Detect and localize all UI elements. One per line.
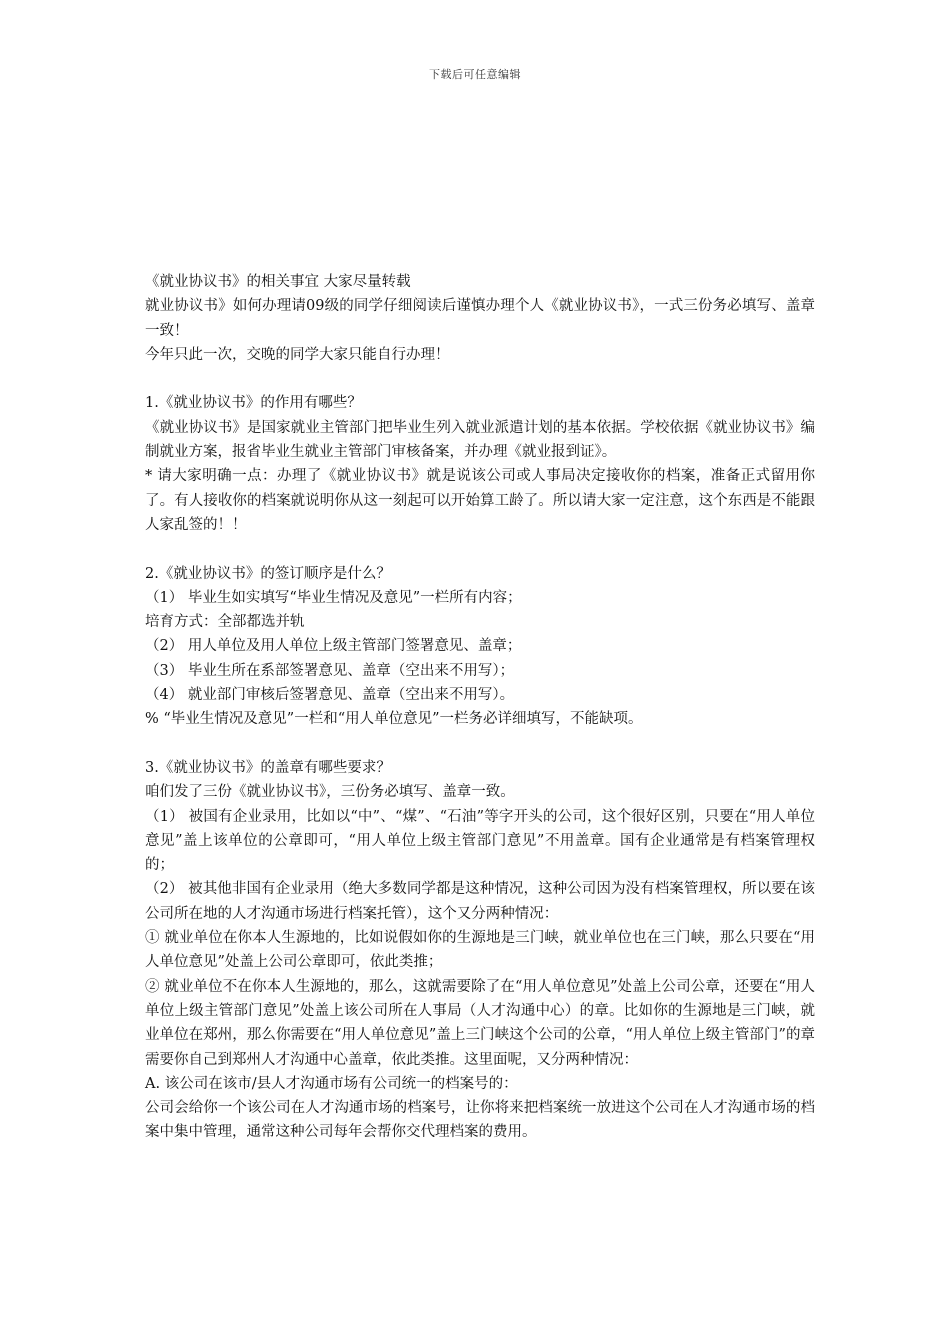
section-heading-1: 1.《就业协议书》的作用有哪些？ [145,395,362,412]
list-item: （2） 用人单位及用人单位上级主管部门签署意见、盖章； [145,638,522,655]
page-header: 下载后可任意编辑 [429,68,521,81]
paragraph: 《就业协议书》是国家就业主管部门把毕业生列入就业派遣计划的基本依据。学校依据《就业协议书》编制就业方案，报省毕业生就业主管部门审核备案，并办理《就业报到证》。 [145,419,815,461]
paragraph: 咱们发了三份《就业协议书》，三份务必填写、盖章一致。 [145,784,515,801]
paragraph: 公司会给你一个该公司在人才沟通市场的档案号，让你将来把档案统一放进这个公司在人才沟通市场的档案中集中管理，通常这种公司每年会帮你交代理档案的费用。 [145,1100,815,1141]
document-title: 《就业协议书》的相关事宜 大家尽量转载 [145,274,411,290]
blank-line [145,732,815,756]
paragraph: 培育方式：全部都选并轨 [145,614,305,631]
paragraph: 今年只此一次，交晚的同学大家只能自行办理！ [145,346,450,363]
list-item: （1） 毕业生如实填写“毕业生情况及意见”一栏所有内容； [145,589,522,606]
list-item: （2） 被其他非国有企业录用（绝大多数同学都是这种情况，这种公司因为没有档案管理权，所以要在该公司所在地的人才沟通市场进行档案托管），这个又分两种情况： [145,881,815,922]
list-item: （3） 毕业生所在系部签署意见、盖章（空出来不用写）； [145,662,515,679]
blank-line [145,367,815,391]
sub-item: A. 该公司在该市/县人才沟通市场有公司统一的档案号的： [145,1075,518,1092]
document-body [145,270,815,1145]
note: % “毕业生情况及意见”一栏和“用人单位意见”一栏务必详细填写，不能缺项。 [145,711,643,728]
sub-item: ② 就业单位不在你本人生源地的，那么，这就需要除了在“用人单位意见”处盖上公司公章，还要在“用人单位上级主管部门意见”处盖上该公司所在人事局（人才沟通中心）的章。比如你的生源地是三门峡，就业单位在郑州，那么你需要在“用人单位意见”盖上三门峡这个公司的公章，“用人单位上级主管部门”的章需要你自己到郑州人才沟通中心盖章，依此类推。这里面呢，又分两种情况： [145,978,815,1068]
section-heading-2: 2.《就业协议书》的签订顺序是什么？ [145,565,391,582]
sub-item: ① 就业单位在你本人生源地的，比如说假如你的生源地是三门峡，就业单位也在三门峡，那么只要在“用人单位意见”处盖上公司公章即可，依此类推； [145,930,815,971]
section-heading-3: 3.《就业协议书》的盖章有哪些要求？ [145,759,391,776]
paragraph: * 请大家明确一点：办理了《就业协议书》就是说该公司或人事局决定接收你的档案，准备正式留用你了。有人接收你的档案就说明你从这一刻起可以开始算工龄了。所以请大家一定注意，这个东西是不能跟人家乱签的！！ [145,468,815,533]
list-item: （4） 就业部门审核后签署意见、盖章（空出来不用写）。 [145,687,515,704]
paragraph: 就业协议书》如何办理请09级的同学仔细阅读后谨慎办理个人《就业协议书》，一式三份务必填写、盖章一致！ [145,298,815,339]
blank-line [145,537,815,561]
list-item: （1） 被国有企业录用，比如以“中”、“煤”、“石油”等字开头的公司，这个很好区别，只要在“用人单位意见”盖上该单位的公章即可，“用人单位上级主管部门意见”不用盖章。国有企业通常是有档案管理权的； [145,808,815,874]
